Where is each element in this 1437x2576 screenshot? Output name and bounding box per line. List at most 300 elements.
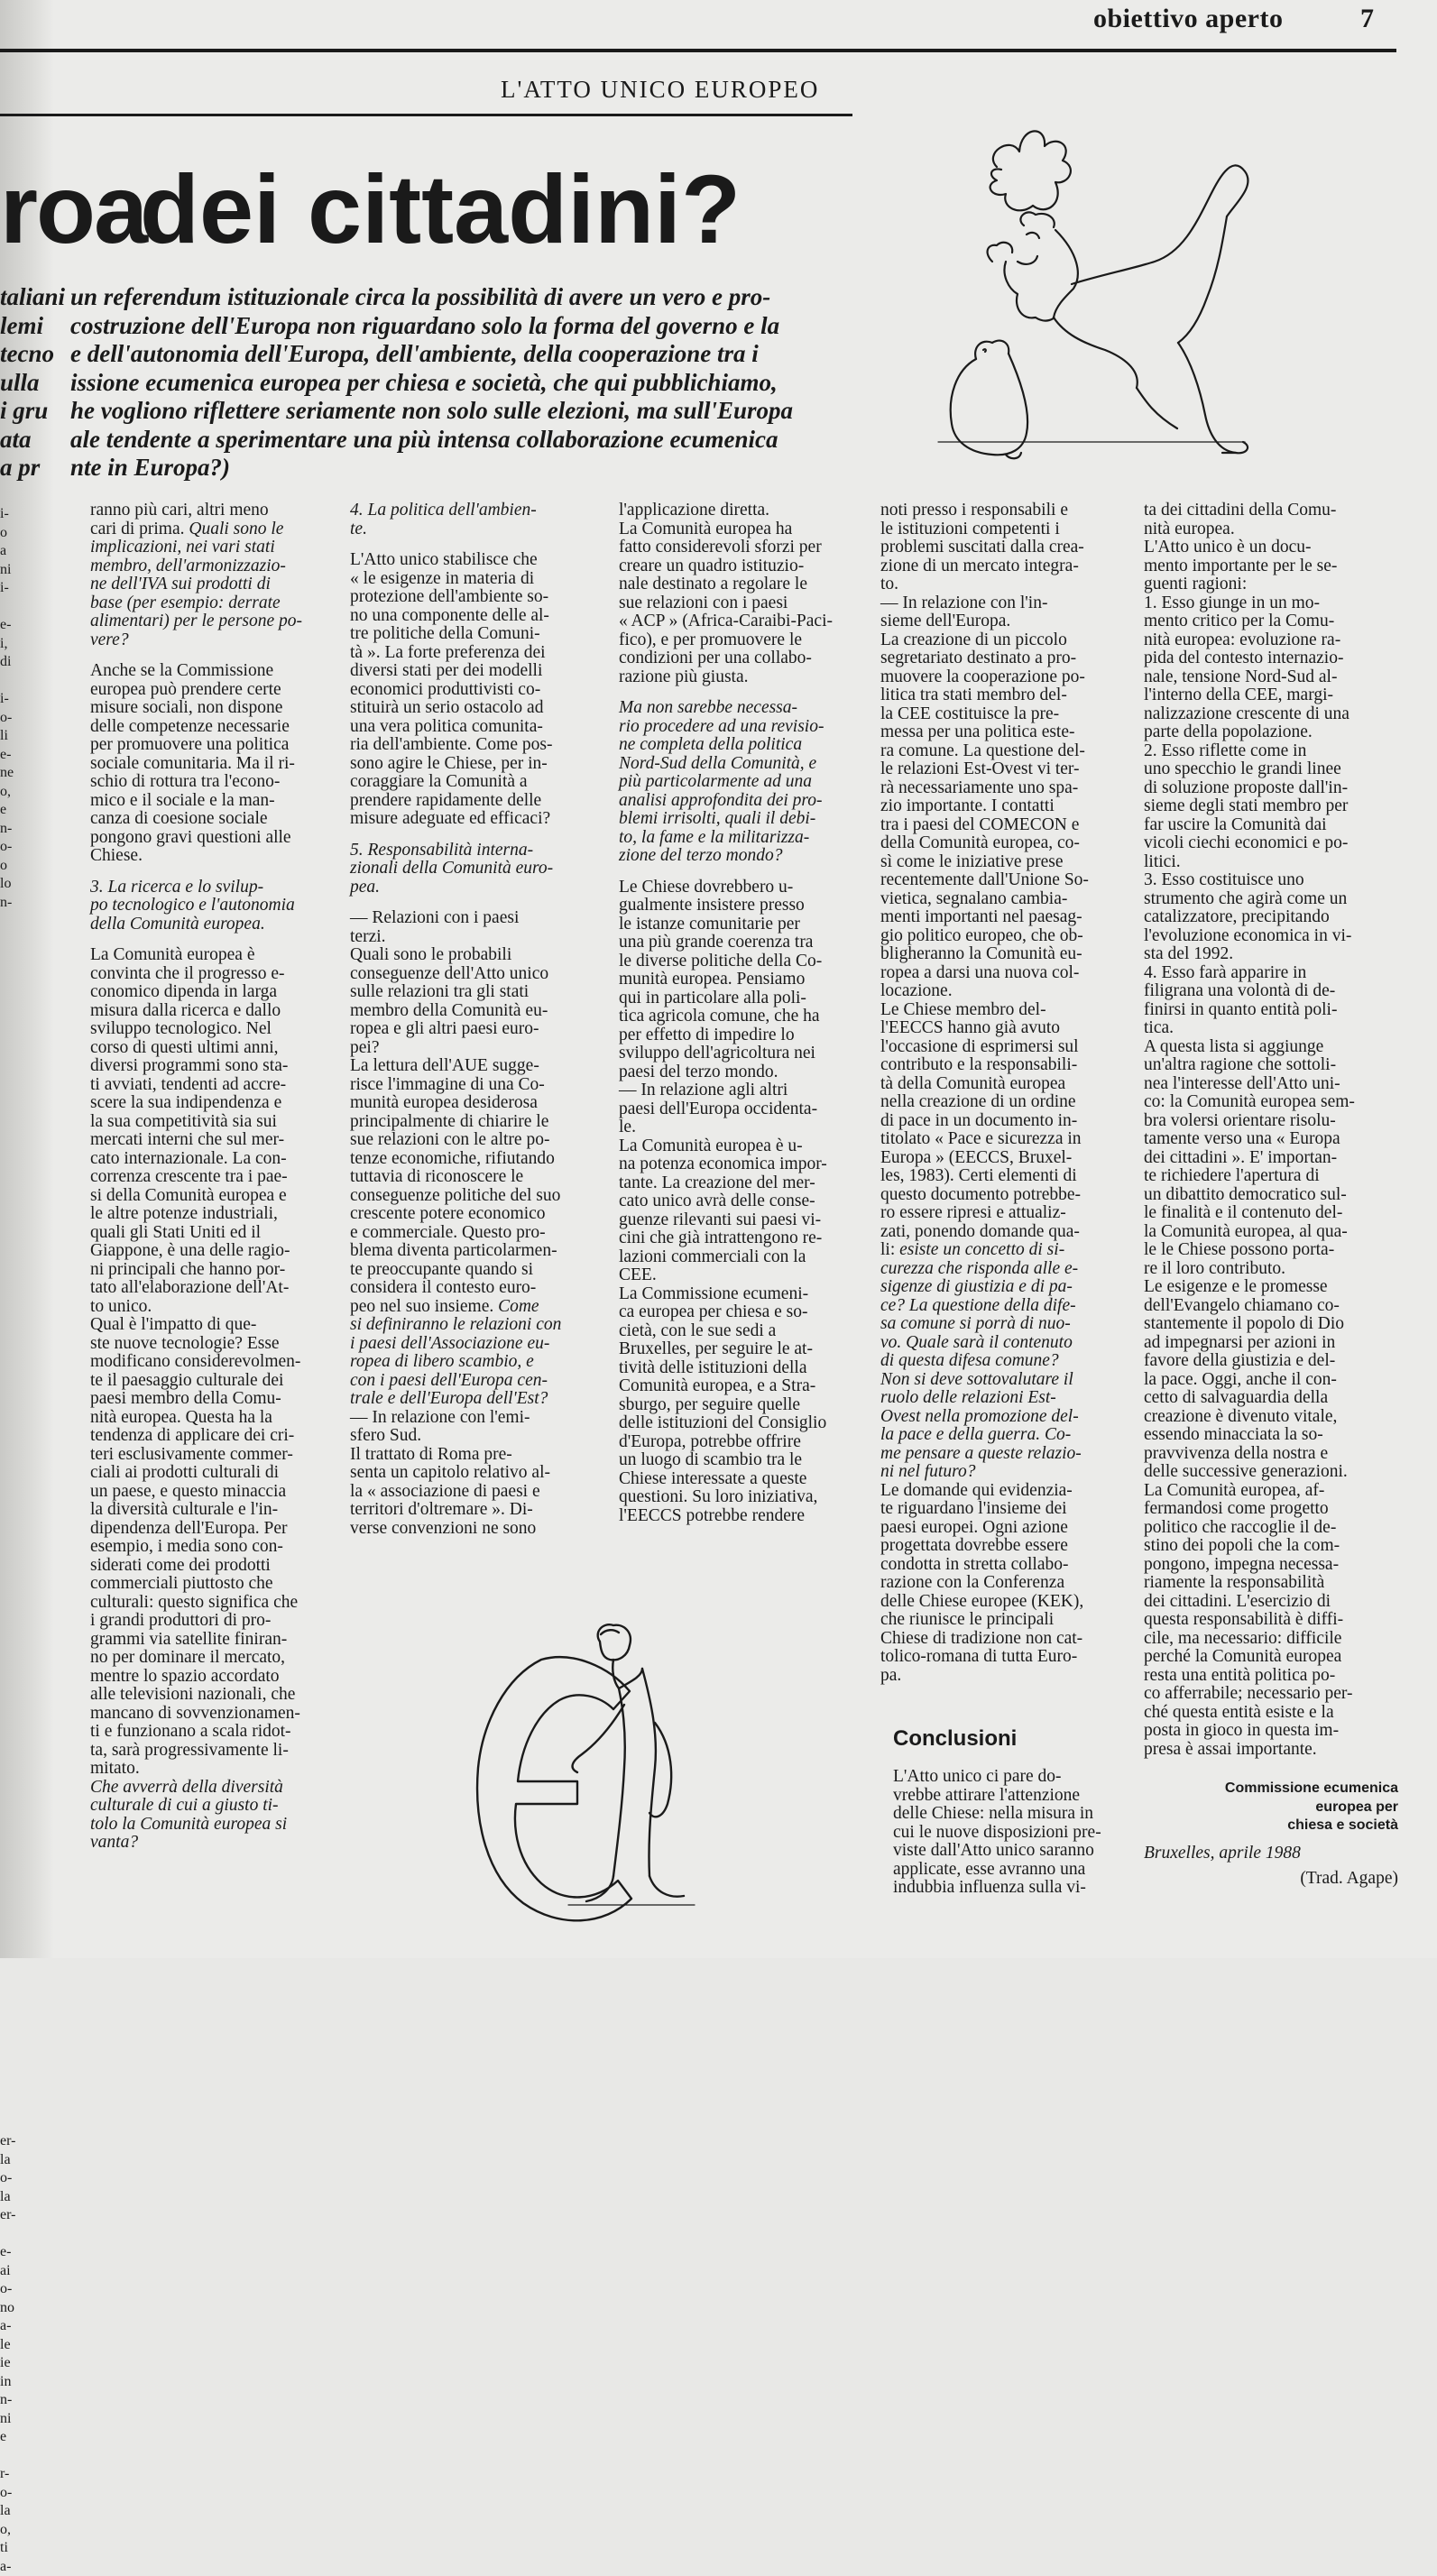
text-run: le. xyxy=(619,1118,636,1136)
section-title: L'ATTO UNICO EUROPEO xyxy=(501,76,819,104)
text-run: schio di rottura tra l'econo- xyxy=(90,772,280,791)
text-line xyxy=(1144,1389,1355,1408)
text-run: tante. La creazione del mer- xyxy=(619,1173,815,1192)
text-run: Qual è l'impatto di que- xyxy=(90,1315,256,1334)
text-run: Le Chiese membro del- xyxy=(880,1000,1046,1019)
text-run: nalizzazione crescente di una xyxy=(1144,704,1349,723)
lead-line: costruzione dell'Europa non riguardano solo la forma del governo e la xyxy=(70,312,855,341)
text-line xyxy=(1144,1685,1355,1704)
text-run: sì come le iniziative prese xyxy=(880,852,1064,871)
fragment-line: n- xyxy=(0,894,20,913)
fragment-line xyxy=(0,2003,20,2022)
text-line xyxy=(350,1224,561,1243)
paragraph-gap xyxy=(350,897,561,909)
text-run: muovere la cooperazione po- xyxy=(880,667,1085,686)
text-line xyxy=(619,1414,833,1433)
fragment-line xyxy=(0,949,20,968)
text-line xyxy=(880,1149,1089,1168)
fragment-line xyxy=(0,2021,20,2040)
text-line xyxy=(880,908,1089,927)
signature-block xyxy=(1144,1780,1398,1889)
text-line xyxy=(90,718,302,737)
text-line xyxy=(619,631,833,650)
text-run: gualmente insistere presso xyxy=(619,896,805,915)
text-run: ropea e gli altri paesi euro- xyxy=(350,1019,539,1038)
text-line xyxy=(1144,1204,1355,1223)
text-line xyxy=(1144,1130,1355,1149)
text-run: L'Atto unico è un docu- xyxy=(1144,538,1311,557)
text-run: peo nel suo insieme. xyxy=(350,1297,498,1316)
text-run: bligheranno la Comunità eu- xyxy=(880,944,1082,963)
text-line xyxy=(619,1396,833,1415)
fragment-line xyxy=(0,1781,20,1800)
text-line xyxy=(1144,520,1355,539)
text-run: diversi programmi sono sta- xyxy=(90,1056,288,1075)
italic-run: curezza che risponda alle e- xyxy=(880,1259,1078,1278)
text-line xyxy=(1144,612,1355,631)
article-column-5 xyxy=(1144,501,1355,1759)
text-line xyxy=(880,501,1089,520)
fragment-line xyxy=(0,1245,20,1264)
text-line xyxy=(880,927,1089,946)
text-line xyxy=(90,699,302,718)
text-line xyxy=(1144,1315,1355,1334)
fragment-line xyxy=(0,1688,20,1707)
text-run: 2. Esso riflette come in xyxy=(1144,741,1306,760)
fragment-line xyxy=(0,1984,20,2003)
text-line xyxy=(350,1076,561,1095)
text-run: l'EECCS hanno già avuto xyxy=(880,1018,1060,1037)
paragraph-gap xyxy=(619,866,833,879)
fragment-line: la xyxy=(0,2188,20,2207)
fragment-line: ni xyxy=(0,561,20,580)
text-line xyxy=(90,1723,302,1742)
fragment-line xyxy=(0,1153,20,1172)
text-line xyxy=(90,1298,302,1317)
text-line xyxy=(90,1705,302,1724)
text-line xyxy=(350,928,561,947)
fragment-line xyxy=(0,1892,20,1911)
fragment-line xyxy=(0,2077,20,2096)
conclusions-line: indubbia influenza sulla vi- xyxy=(893,1879,1101,1898)
fragment-line: o, xyxy=(0,783,20,802)
text-line xyxy=(90,501,302,520)
text-line xyxy=(619,520,833,539)
text-run: sfero Sud. xyxy=(350,1426,421,1445)
text-run: tre politiche della Comuni- xyxy=(350,624,540,643)
text-run: 1. Esso giunge in un mo- xyxy=(1144,593,1320,612)
text-line xyxy=(350,1020,561,1039)
text-line xyxy=(619,649,833,668)
text-run: Il trattato di Roma pre- xyxy=(350,1445,512,1464)
text-run: A questa lista si aggiunge xyxy=(1144,1037,1323,1056)
text-line xyxy=(880,1260,1089,1279)
fragment-line xyxy=(0,1670,20,1689)
italic-run: vanta? xyxy=(90,1833,138,1852)
italic-run: implicazioni, nei vari stati xyxy=(90,538,275,557)
text-line xyxy=(619,1266,833,1285)
fragment-line: o- xyxy=(0,838,20,857)
text-line xyxy=(880,742,1089,761)
fragment-line: a- xyxy=(0,2317,20,2336)
text-line xyxy=(619,501,833,520)
translation-credit: (Trad. Agape) xyxy=(1144,1870,1398,1889)
text-run: La lettura dell'AUE sugge- xyxy=(350,1056,539,1075)
text-run: l'EECCS potrebbe rendere xyxy=(619,1506,805,1525)
fragment-line: ne xyxy=(0,764,20,783)
fragment-line xyxy=(0,912,20,931)
text-line xyxy=(619,1507,833,1526)
text-line xyxy=(1144,649,1355,668)
text-run: finirsi in quanto entità poli- xyxy=(1144,1000,1337,1019)
italic-run: ce? La questione della dife- xyxy=(880,1296,1076,1315)
text-run: no una componente delle al- xyxy=(350,606,549,625)
text-line xyxy=(619,718,833,737)
text-line xyxy=(619,1359,833,1378)
text-run: tato all'elaborazione dell'At- xyxy=(90,1278,289,1297)
text-line xyxy=(90,662,302,681)
text-run: litica tra stati membro del- xyxy=(880,685,1067,704)
text-run: mitato. xyxy=(90,1759,140,1778)
text-run: pida del contesto internazio- xyxy=(1144,649,1343,667)
italic-run: Non si deve sottovalutare il xyxy=(880,1370,1073,1389)
text-line xyxy=(350,1353,561,1372)
italic-run: i paesi dell'Associazione eu- xyxy=(350,1334,549,1353)
text-run: rà necessariamente uno spa- xyxy=(880,778,1078,797)
text-line xyxy=(880,890,1089,909)
italic-run: ni nel futuro? xyxy=(880,1462,975,1481)
fragment-line: no xyxy=(0,2299,20,2318)
text-line xyxy=(350,810,561,829)
text-line xyxy=(1144,760,1355,779)
text-run: pongono gravi questioni alle xyxy=(90,828,291,847)
text-line xyxy=(619,594,833,613)
text-line xyxy=(90,983,302,1002)
text-run: presa è assai importante. xyxy=(1144,1740,1317,1759)
fragment-line: e xyxy=(0,801,20,820)
fragment-line xyxy=(0,1947,20,1966)
text-line xyxy=(1144,1167,1355,1186)
text-run: progettata dovrebbe essere xyxy=(880,1536,1068,1555)
text-run: ra comune. La questione del- xyxy=(880,741,1085,760)
text-line xyxy=(880,612,1089,631)
text-run: d'Europa, potrebbe offrire xyxy=(619,1432,801,1451)
text-line xyxy=(350,1427,561,1446)
text-run: ste nuove tecnologie? Esse xyxy=(90,1334,280,1353)
text-run: la Comunità europea, al qua- xyxy=(1144,1222,1348,1241)
text-line xyxy=(880,1482,1089,1501)
text-run: culturali: questo significa che xyxy=(90,1593,298,1612)
text-run: delle successive generazioni. xyxy=(1144,1462,1348,1481)
text-line xyxy=(880,1611,1089,1630)
text-line xyxy=(880,1019,1089,1038)
text-line xyxy=(350,501,561,520)
text-line xyxy=(90,1076,302,1095)
header-rule xyxy=(0,49,1396,52)
italic-run: rio procedere ad una revisio- xyxy=(619,717,824,736)
text-run: e commerciale. Questo pro- xyxy=(350,1223,546,1242)
text-line xyxy=(619,1488,833,1507)
text-line xyxy=(880,1075,1089,1094)
fragment-line xyxy=(0,2095,20,2114)
fragment-line: o- xyxy=(0,2484,20,2503)
signature-line: chiesa e società xyxy=(1144,1817,1398,1835)
text-run: diversi stati per dei modelli xyxy=(350,661,542,680)
text-line xyxy=(619,1118,833,1137)
text-run: cile, ma necessario: difficile xyxy=(1144,1629,1341,1648)
text-run: sviluppo dell'agricoltura nei xyxy=(619,1044,815,1063)
text-line xyxy=(880,853,1089,872)
text-run: delle Chiese europee (KEK), xyxy=(880,1592,1083,1611)
fragment-line xyxy=(0,1190,20,1209)
text-run: sue relazioni con i paesi xyxy=(619,593,788,612)
fragment-line: i- xyxy=(0,505,20,524)
text-run: cari di prima. xyxy=(90,520,189,538)
text-line xyxy=(90,1631,302,1650)
article-column-4 xyxy=(880,501,1089,1685)
text-run: creare un quadro istituzio- xyxy=(619,557,804,575)
fragment-line xyxy=(0,1042,20,1061)
text-line xyxy=(1144,501,1355,520)
text-run: ranno più cari, altri meno xyxy=(90,501,269,520)
text-line xyxy=(619,575,833,594)
italic-run: vo. Quale sarà il contenuto xyxy=(880,1333,1073,1352)
text-run: resta una entità politica po- xyxy=(1144,1666,1335,1685)
text-line xyxy=(1144,1574,1355,1593)
paragraph-gap xyxy=(90,866,302,879)
text-run: considera il contesto euro- xyxy=(350,1278,536,1297)
fragment-line xyxy=(0,1134,20,1153)
text-run: ta dei cittadini della Comu- xyxy=(1144,501,1336,520)
text-line xyxy=(350,1446,561,1465)
text-line xyxy=(90,1168,302,1187)
text-run: perché la Comunità europea xyxy=(1144,1647,1341,1666)
text-run: si della Comunità europea e xyxy=(90,1186,287,1205)
text-line xyxy=(90,1261,302,1280)
text-run: te richiedere l'apertura di xyxy=(1144,1166,1320,1185)
text-line xyxy=(1144,964,1355,983)
text-line xyxy=(1144,1593,1355,1612)
text-line xyxy=(1144,557,1355,576)
text-line xyxy=(880,557,1089,576)
text-run: mancano di sovvenzionamen- xyxy=(90,1704,300,1723)
text-line xyxy=(1144,1223,1355,1242)
text-line xyxy=(1144,1537,1355,1556)
text-line xyxy=(1144,1297,1355,1316)
text-line xyxy=(1144,1741,1355,1760)
text-line xyxy=(90,1446,302,1465)
text-run: risce l'immagine di una Co- xyxy=(350,1075,545,1094)
text-line xyxy=(880,1130,1089,1149)
fragment-line xyxy=(0,1541,20,1559)
text-line xyxy=(90,1668,302,1687)
text-run: la pace. Oggi, anche il con- xyxy=(1144,1370,1337,1389)
text-run: la « associazione di paesi e xyxy=(350,1482,540,1501)
lead-fragment: i gru xyxy=(0,397,74,426)
text-run: messa per una politica este- xyxy=(880,722,1075,741)
text-line xyxy=(880,779,1089,798)
fragment-line: i- xyxy=(0,690,20,709)
text-run: mico e il sociale e la man- xyxy=(90,791,275,810)
text-line xyxy=(350,1057,561,1076)
text-run: filigrana una volontà di de- xyxy=(1144,981,1335,1000)
fragment-line xyxy=(0,1836,20,1855)
text-run: favore della giustizia e del- xyxy=(1144,1351,1335,1370)
conclusions-line: applicate, esse avranno una xyxy=(893,1861,1101,1880)
text-line xyxy=(90,792,302,811)
text-line xyxy=(90,1464,302,1483)
fragment-line: n- xyxy=(0,820,20,839)
text-line xyxy=(90,1483,302,1502)
text-line xyxy=(350,625,561,644)
text-line xyxy=(350,1464,561,1483)
text-line xyxy=(1144,1019,1355,1038)
text-line xyxy=(90,1150,302,1169)
text-line xyxy=(880,1241,1089,1260)
text-line xyxy=(619,1285,833,1304)
text-run: commerciali piuttosto che xyxy=(90,1574,273,1593)
text-run: — In relazione con l'emi- xyxy=(350,1408,530,1427)
text-line xyxy=(880,1204,1089,1223)
text-run: le istituzioni competenti i xyxy=(880,520,1060,538)
text-line xyxy=(90,810,302,829)
text-line xyxy=(90,1131,302,1150)
italic-run: zionali della Comunità euro- xyxy=(350,859,553,878)
text-line xyxy=(880,871,1089,890)
text-run: un dibattito democratico sul- xyxy=(1144,1185,1347,1204)
signature-line: Commissione ecumenica xyxy=(1144,1780,1398,1799)
text-run: pravvivenza della nostra e xyxy=(1144,1444,1328,1463)
previous-page-fragments xyxy=(0,505,20,2576)
fragment-line xyxy=(0,1799,20,1818)
text-line xyxy=(90,1242,302,1261)
italic-run: Quali sono le xyxy=(189,520,283,538)
text-line xyxy=(619,1451,833,1470)
text-line xyxy=(1144,1500,1355,1519)
fragment-line xyxy=(0,1651,20,1670)
text-run: tività delle istituzioni della xyxy=(619,1358,807,1377)
text-line xyxy=(880,1648,1089,1667)
text-run: « ACP » (Africa-Caraibi-Paci- xyxy=(619,612,833,630)
text-line xyxy=(1144,1278,1355,1297)
text-line xyxy=(350,983,561,1002)
text-run: sburgo, per seguire quelle xyxy=(619,1395,800,1414)
italic-run: della Comunità europea. xyxy=(90,915,265,934)
text-line xyxy=(90,946,302,965)
text-run: far uscire la Comunità dai xyxy=(1144,815,1327,834)
italic-run: base (per esempio: derrate xyxy=(90,593,281,612)
text-run: nea l'interesse dell'Atto uni- xyxy=(1144,1074,1340,1093)
text-line xyxy=(880,1408,1089,1427)
text-line xyxy=(619,1007,833,1026)
text-line xyxy=(350,1242,561,1261)
fragment-line xyxy=(0,1467,20,1486)
text-run: protezione dell'ambiente so- xyxy=(350,587,548,606)
text-run: Le Chiese dovrebbero u- xyxy=(619,878,793,897)
italic-run: membro, dell'armonizzazio- xyxy=(90,557,286,575)
text-run: La Commissione ecumeni- xyxy=(619,1284,808,1303)
text-run: economici produttivisti co- xyxy=(350,680,540,699)
text-run: tica agricola comune, che ha xyxy=(619,1007,820,1026)
text-line xyxy=(880,1278,1089,1297)
fragment-line: e- xyxy=(0,746,20,765)
text-run: l'occasione di esprimersi sul xyxy=(880,1037,1079,1056)
text-run: guenze rilevanti sui paesi vi- xyxy=(619,1210,821,1229)
text-run: uno specchio le grandi linee xyxy=(1144,759,1341,778)
text-line xyxy=(90,1427,302,1446)
text-run: Comunità europea, e a Stra- xyxy=(619,1376,815,1395)
fragment-line xyxy=(0,1430,20,1449)
text-line xyxy=(1144,1556,1355,1575)
text-line xyxy=(619,1229,833,1248)
text-run: misure adeguate ed efficaci? xyxy=(350,809,550,828)
text-run: sieme dell'Europa. xyxy=(880,612,1010,630)
text-line xyxy=(90,594,302,613)
text-line xyxy=(619,1026,833,1045)
text-line xyxy=(1144,594,1355,613)
text-line xyxy=(350,1409,561,1428)
fragment-line xyxy=(0,1060,20,1079)
text-run: contributo e la responsabili- xyxy=(880,1055,1077,1074)
text-line xyxy=(619,1340,833,1359)
text-run: La Comunità europea ha xyxy=(619,520,792,538)
text-line xyxy=(350,699,561,718)
text-run: ti avviati, tendenti ad accre- xyxy=(90,1075,286,1094)
fragment-line xyxy=(0,1578,20,1596)
text-line xyxy=(90,1501,302,1520)
text-line xyxy=(1144,1630,1355,1649)
text-run: sociale comunitaria. Ma il ri- xyxy=(90,754,295,773)
text-line xyxy=(90,520,302,539)
fragment-line xyxy=(0,1227,20,1246)
text-line xyxy=(880,1463,1089,1482)
italic-run: ne completa della politica xyxy=(619,735,802,754)
text-line xyxy=(880,668,1089,687)
text-line xyxy=(90,1335,302,1354)
italic-run: più particolarmente ad una xyxy=(619,772,812,791)
text-run: La Comunità europea è u- xyxy=(619,1136,803,1155)
text-run: siderati come dei prodotti xyxy=(90,1556,271,1575)
text-run: dei cittadini. L'esercizio di xyxy=(1144,1592,1331,1611)
text-line xyxy=(1144,1426,1355,1445)
text-line xyxy=(90,1002,302,1021)
text-line xyxy=(90,612,302,631)
text-line xyxy=(350,1261,561,1280)
text-run: tolico-romana di tutta Euro- xyxy=(880,1647,1077,1666)
text-run: paesi dell'Europa occidenta- xyxy=(619,1099,817,1118)
text-run: le diverse politiche della Co- xyxy=(619,952,822,971)
fragment-line xyxy=(0,2040,20,2059)
conclusions-line: delle Chiese: nella misura in xyxy=(893,1805,1101,1824)
fragment-line xyxy=(0,1208,20,1227)
conclusions-line: viste dall'Atto unico saranno xyxy=(893,1842,1101,1861)
text-line xyxy=(1144,538,1355,557)
fragment-line xyxy=(0,1338,20,1357)
text-run: per promuovere una politica xyxy=(90,735,289,754)
fragment-line xyxy=(0,1596,20,1615)
text-run: Chiese. xyxy=(90,846,143,865)
text-line xyxy=(619,1377,833,1396)
text-line xyxy=(350,860,561,879)
text-run: tà della Comunità europea xyxy=(880,1074,1065,1093)
text-line xyxy=(1144,1667,1355,1686)
fragment-line: a- xyxy=(0,2558,20,2576)
text-line xyxy=(619,1322,833,1341)
text-line xyxy=(90,538,302,557)
text-run: creazione è divenuto vitale, xyxy=(1144,1407,1337,1426)
text-run: vicoli ciechi economici e po- xyxy=(1144,833,1348,852)
text-line xyxy=(350,842,561,860)
